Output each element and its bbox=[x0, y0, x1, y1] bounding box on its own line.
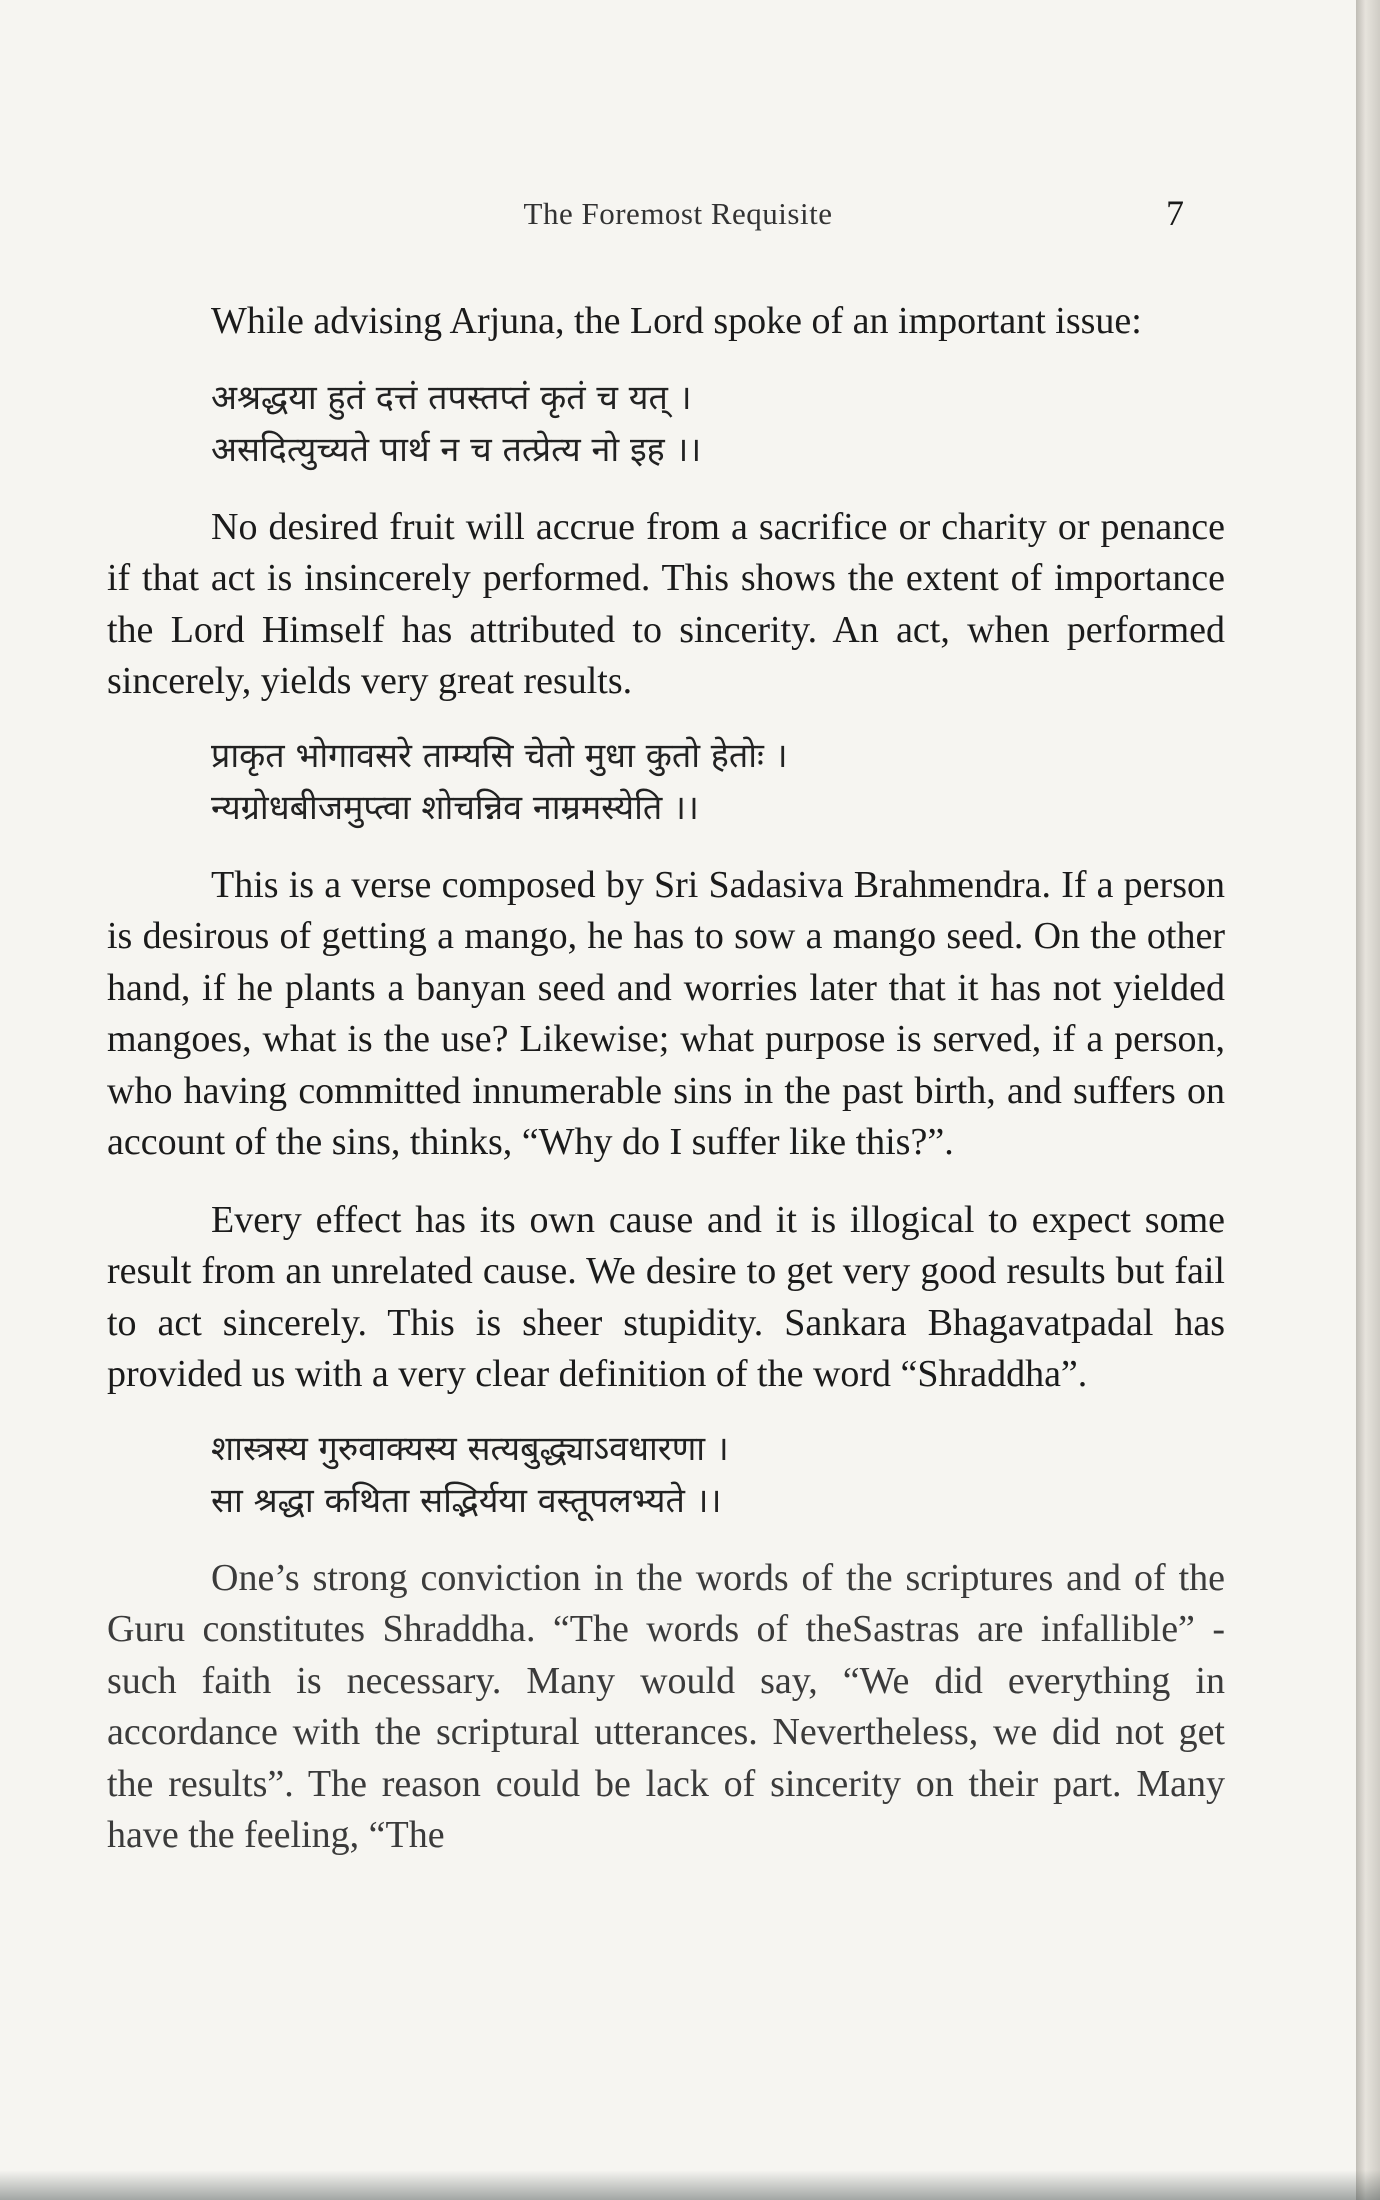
verse-line: प्राकृत भोगावसरे ताम्यसि चेतो मुधा कुतो हेतोः । bbox=[211, 735, 788, 776]
paragraph-2: No desired fruit will accrue from a sacrifice or charity or penance if that act is insincerely performed. This shows the extent of importance the Lord Himself has attributed to sincerity. An act, when performed sincerely, yields very great results. bbox=[107, 505, 1225, 702]
sanskrit-verse-3 bbox=[211, 1423, 1225, 1527]
bottom-shadow bbox=[0, 2170, 1380, 2200]
verse-line: शास्त्रस्य गुरुवाक्यस्य सत्यबुद्ध्याऽवधारणा । bbox=[211, 1428, 729, 1469]
running-title: The Foremost Requisite bbox=[523, 196, 833, 231]
paragraph-1: While advising Arjuna, the Lord spoke of an important issue: bbox=[211, 300, 1142, 342]
verse-line: सा श्रद्धा कथिता सद्भिर्यया वस्तूपलभ्यते ।। bbox=[211, 1480, 722, 1521]
page-edge bbox=[1356, 0, 1380, 2200]
sanskrit-verse-1 bbox=[211, 372, 1225, 476]
sanskrit-verse-2 bbox=[211, 730, 1225, 834]
verse-line: अश्रद्धया हुतं दत्तं तपस्तप्तं कृतं च यत् । bbox=[211, 377, 692, 418]
page-body bbox=[107, 296, 1225, 1862]
paragraph-5: One’s strong conviction in the words of the scriptures and of the Guru constitutes Shraddha. “The words of theSastras are infallible” - such faith is necessary. Many would say, “We did everything in accordance with the scriptural utterances. Nevertheless, we did not get the results”. The reason could be lack of sincerity on their part. Many have the feeling, “The bbox=[107, 1556, 1225, 1856]
page-number: 7 bbox=[1166, 193, 1184, 233]
paragraph-4: Every effect has its own cause and it is illogical to expect some result from an unrelated cause. We desire to get very good results but fail to act sincerely. This is sheer stupidity. Sankara Bhagavatpadal has provided us with a very clear definition of the word “Shraddha”. bbox=[107, 1198, 1225, 1395]
verse-line: न्यग्रोधबीजमुप्त्वा शोचन्निव नाम्रमस्येति ।। bbox=[211, 787, 699, 828]
paragraph-3: This is a verse composed by Sri Sadasiva Brahmendra. If a person is desirous of getting a mango, he has to sow a mango seed. On the other hand, if he plants a banyan seed and worries later that it has not yielded mangoes, what is the use? Likewise; what purpose is served, if a person, who having committed innumerable sins in the past birth, and suffers on account of the sins, thinks, “Why do I suffer like this?”. bbox=[107, 863, 1225, 1163]
verse-line: असदित्युच्यते पार्थ न च तत्प्रेत्य नो इह ।। bbox=[211, 429, 702, 470]
